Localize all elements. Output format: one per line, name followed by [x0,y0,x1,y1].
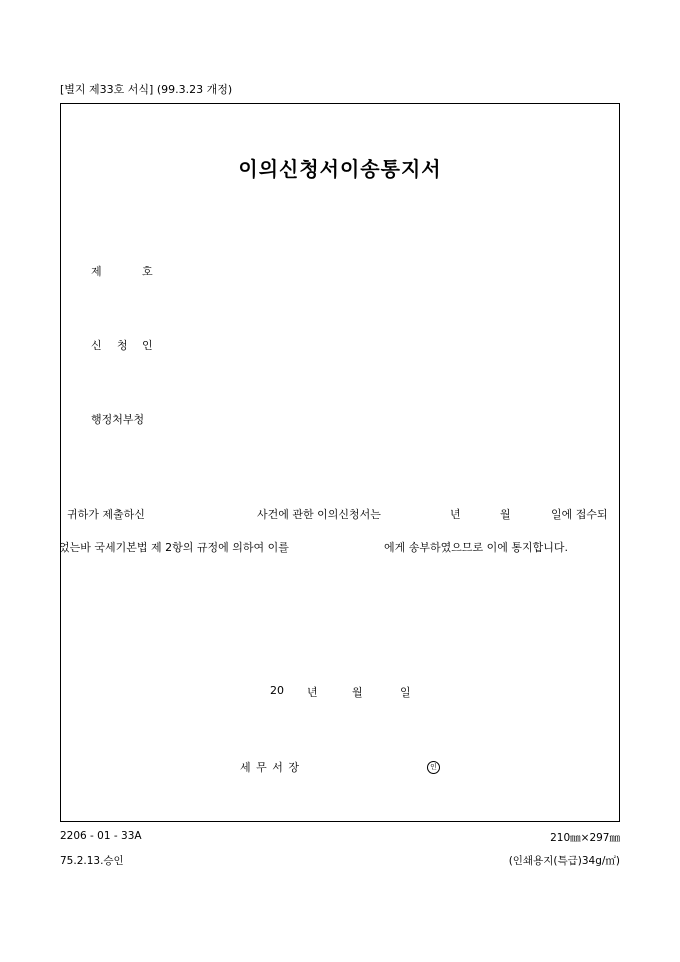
seal-mark [427,759,440,774]
body-line1-part5: 일에 접수되 [551,508,608,521]
date-century: 20 [270,684,284,697]
document-title: 이의신청서이송통지서 [238,157,442,181]
body-line1-part2: 사건에 관한 이의신청서는 [257,508,381,521]
form-code: 2206 - 01 - 33A [60,830,142,842]
applicant-label-3: 인 [142,339,153,352]
body-line1-year: 년 [450,508,461,521]
body-line1-month: 월 [500,508,511,521]
signatory-title: 세 무 서 장 [240,761,300,774]
body-line2-part1: 었는바 국세기본법 제 2항의 규정에 의하여 이를 [59,541,289,554]
body-line2-part2: 에게 송부하였으므로 이에 통지합니다. [384,541,569,554]
paper-spec: (인쇄용지(특급)34g/㎡) [508,855,620,867]
seal-icon: 인 [427,761,440,774]
paper-size: 210㎜×297㎜ [550,832,620,844]
date-year: 년 [307,686,318,699]
form-reference: [별지 제33호 서식] (99.3.23 개정) [60,83,233,96]
number-label-2: 호 [142,265,153,278]
applicant-label-1: 신 [91,339,102,352]
applicant-label-2: 청 [117,339,128,352]
date-month: 월 [352,686,363,699]
date-day: 일 [400,686,411,699]
body-line1-part1: 귀하가 제출하신 [67,508,145,521]
form-frame [60,103,620,822]
agency-label: 행정처부청 [91,413,145,426]
number-label-1: 제 [91,265,102,278]
approval-date: 75.2.13.승인 [60,855,124,867]
